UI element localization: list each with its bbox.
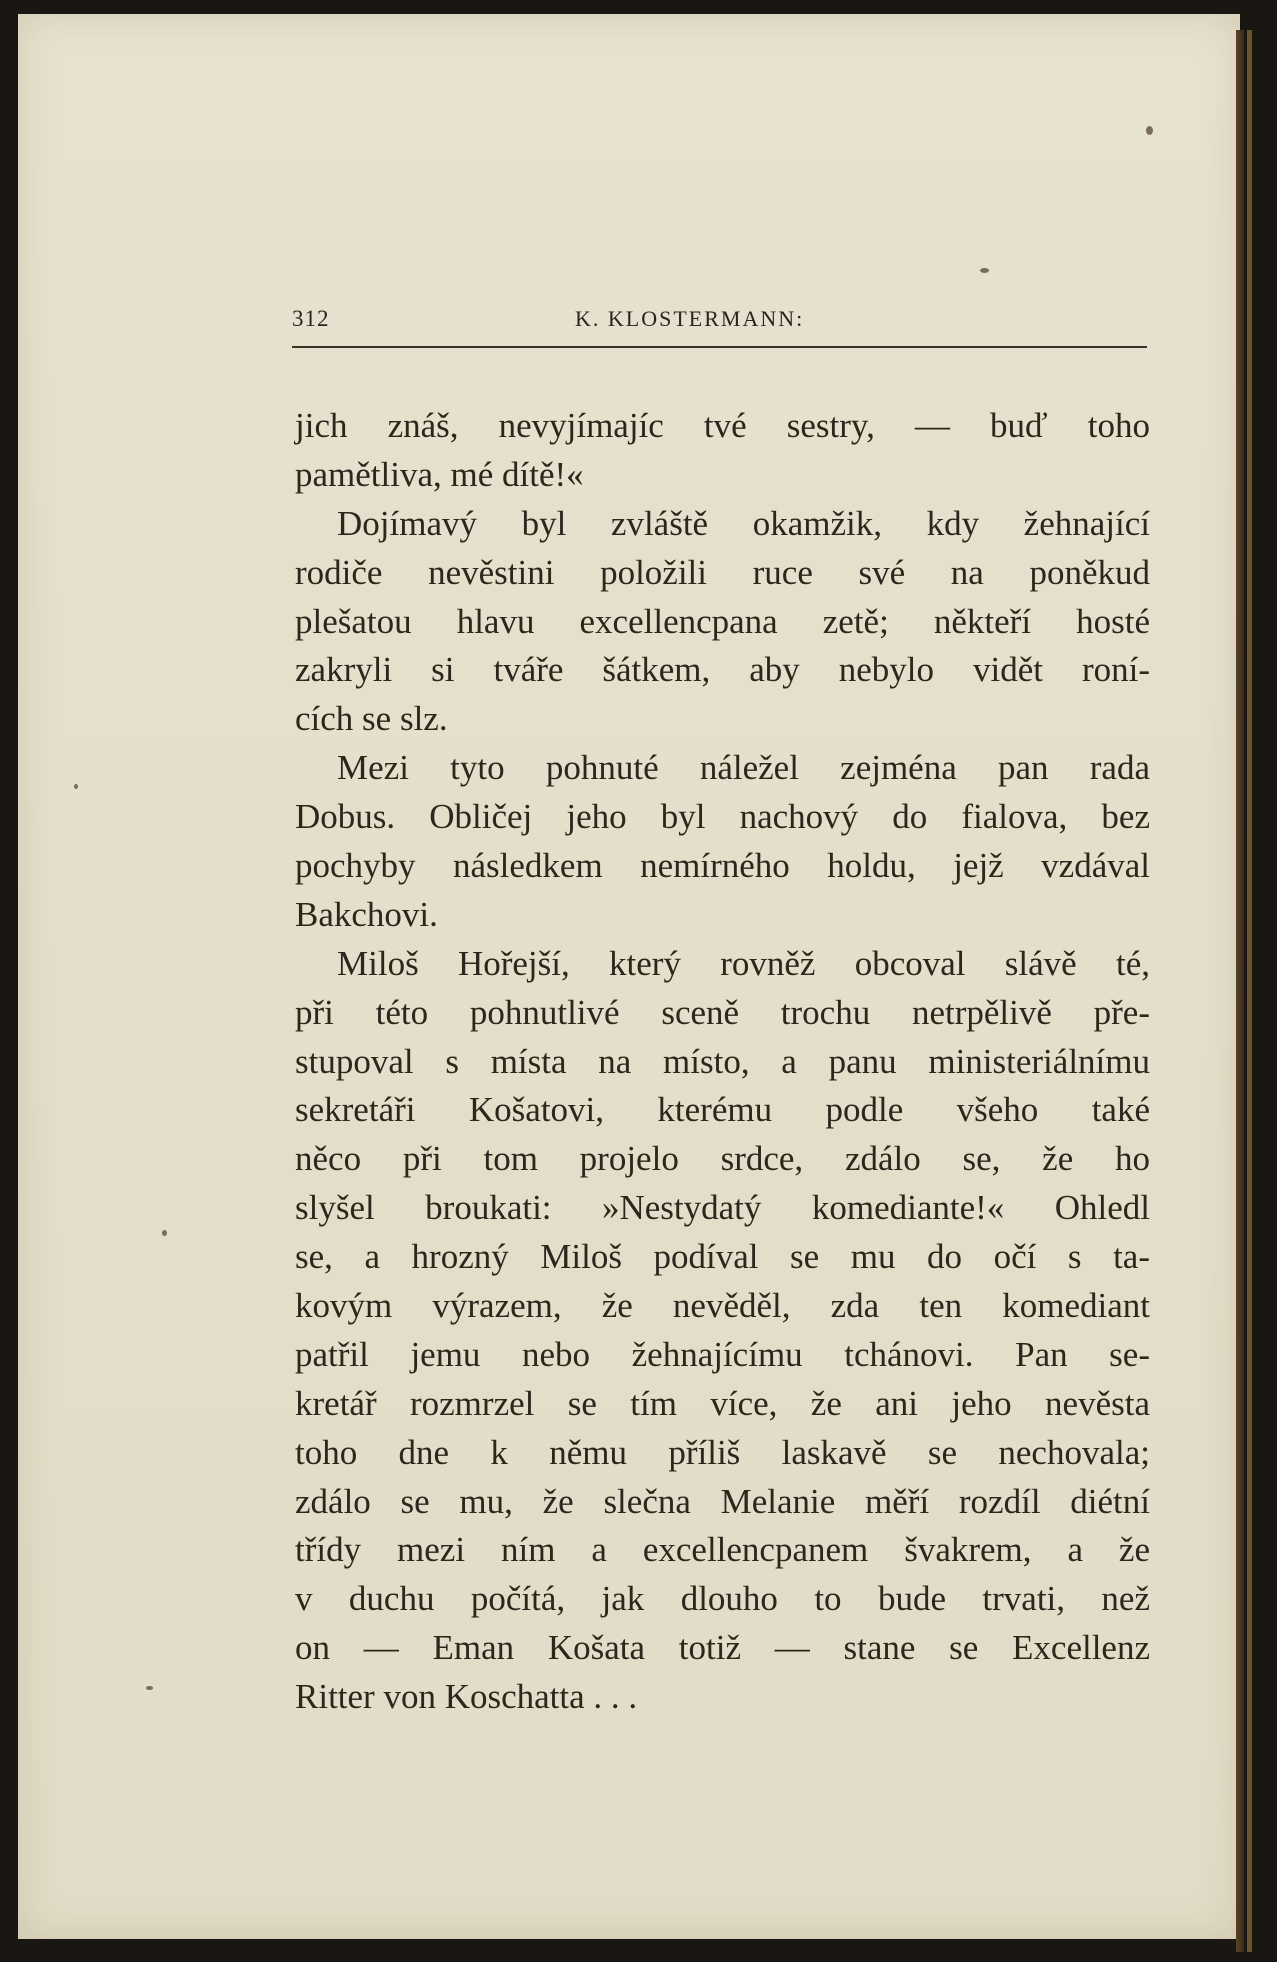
text-line: se, a hrozný Miloš podíval se mu do očí s ta- (295, 1237, 1150, 1277)
text-line: slyšel broukati: »Nestydatý komediante!« Ohledl (295, 1188, 1150, 1228)
text-line: zakryli si tváře šátkem, aby nebylo vidět roní- (295, 650, 1150, 690)
page-binding-edge (1236, 30, 1244, 1952)
paper-speck (74, 784, 78, 789)
text-line: kovým výrazem, že nevěděl, zda ten komediant (295, 1286, 1150, 1326)
header-rule (292, 346, 1147, 348)
text-line: toho dne k němu příliš laskavě se nechovala; (295, 1432, 1150, 1472)
text-line: stupoval s místa na místo, a panu ministeriálnímu (295, 1041, 1150, 1081)
text-line: cích se slz. (295, 699, 448, 739)
paper-speck (146, 1686, 153, 1690)
text-line: pamětliva, mé dítě!« (295, 454, 584, 494)
text-line: jich znáš, nevyjímajíc tvé sestry, — buď toho (295, 406, 1150, 445)
page-number: 312 (292, 306, 330, 331)
running-header (292, 306, 1147, 344)
text-line: rodiče nevěstini položili ruce své na poněkud (295, 552, 1150, 592)
body-text (295, 402, 1150, 1722)
text-line: pochyby následkem nemírného holdu, jejž vzdával (295, 846, 1150, 886)
text-line: plešatou hlavu excellencpana zetě; někteří hosté (295, 601, 1150, 641)
text-line: zdálo se mu, že slečna Melanie měří rozdíl diétní (295, 1481, 1150, 1521)
text-line: Mezi tyto pohnuté náležel zejména pan rada (337, 748, 1150, 788)
text-line: on — Eman Košata totiž — stane se Excellenz (295, 1628, 1150, 1668)
text-line: Dojímavý byl zvláště okamžik, kdy žehnající (337, 503, 1150, 543)
text-line: Ritter von Koschatta . . . (295, 1677, 638, 1717)
page-binding-edge-inner (1247, 30, 1252, 1952)
paper-speck (162, 1230, 167, 1236)
text-line: při této pohnutlivé sceně trochu netrpělivě pře- (295, 992, 1150, 1032)
text-line: Miloš Hořejší, který rovněž obcoval slávě té, (337, 943, 1150, 983)
paper-speck (1146, 126, 1153, 135)
text-line: něco při tom projelo srdce, zdálo se, že ho (295, 1139, 1150, 1179)
text-line: sekretáři Košatovi, kterému podle všeho také (295, 1090, 1150, 1130)
running-head-author: K. KLOSTERMANN: (575, 306, 805, 331)
text-line: Dobus. Obličej jeho byl nachový do fialova, bez (295, 797, 1150, 837)
paper-speck (980, 268, 989, 273)
text-line: třídy mezi ním a excellencpanem švakrem, a že (295, 1530, 1150, 1570)
text-line: patřil jemu nebo žehnajícímu tchánovi. Pan se- (295, 1334, 1150, 1374)
text-line: v duchu počítá, jak dlouho to bude trvati, než (295, 1579, 1150, 1619)
text-line: Bakchovi. (295, 894, 438, 934)
text-line: kretář rozmrzel se tím více, že ani jeho nevěsta (295, 1383, 1150, 1423)
